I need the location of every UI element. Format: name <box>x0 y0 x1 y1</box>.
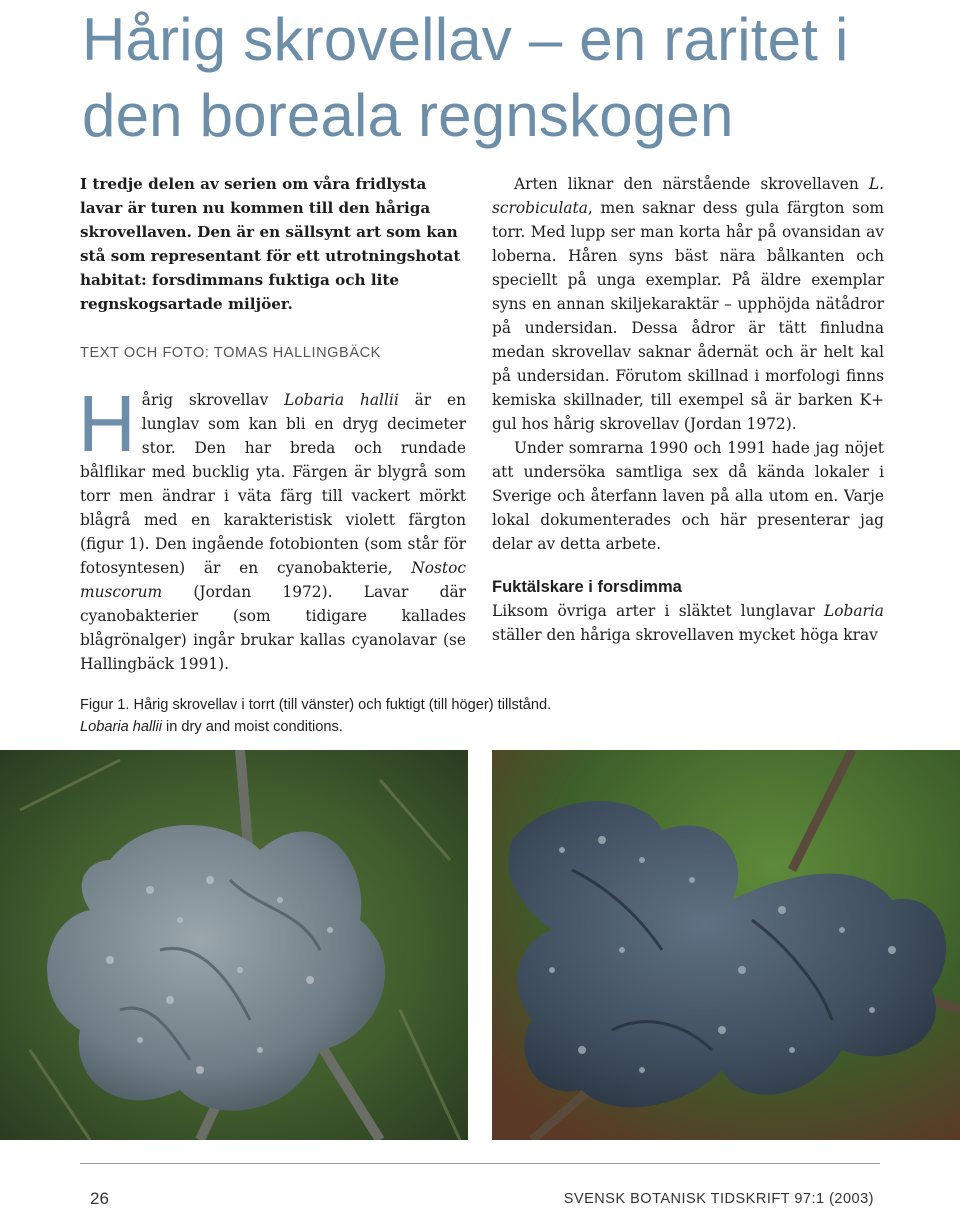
right-column <box>492 172 884 647</box>
byline: TEXT OCH FOTO: TOMAS HALLINGBÄCK <box>80 345 381 361</box>
body-paragraph-4: Liksom övriga arter i släktet lunglavar Lobaria ställer den håriga skrovellaven mycket höga krav <box>492 602 884 644</box>
figure-caption <box>80 694 940 738</box>
photo-lichen-dry <box>0 750 468 1140</box>
title-line-2: den boreala regnskogen <box>82 82 734 149</box>
journal-name: SVENSK BOTANISK TIDSKRIFT 97:1 (2003) <box>563 1191 874 1207</box>
drop-cap: H <box>78 379 136 468</box>
body-paragraph-2: Arten liknar den närstående skrovellaven L. scrobiculata, men saknar dess gula färgton som torr. Med lupp ser man korta hår på ovansidan av loberna. Håren syns bäst nära bålkanten och speciellt på unga exemplar. På äldre exemplar syns en annan skiljekaraktär – upphöjda nätådror på undersidan. Dessa ådror är tätt finludna medan skrovellav saknar ådernät och är helt kal på undersidan. Förutom skillnad i morfologi finns kemiska skillnader, till exempel så är barken K+ gul hos hårig skrovellav (Jordan 1972). <box>492 175 884 433</box>
article-title <box>82 2 942 154</box>
body-paragraph-3: Under somrarna 1990 och 1991 hade jag nöjet att undersöka samtliga sex då kända lokaler i Sverige och återfann laven på alla utom en. Varje lokal dokumenterades och här presenterar jag delar av detta arbete. <box>492 439 884 553</box>
page-number: 26 <box>90 1189 109 1208</box>
lead-paragraph: I tredje delen av serien om våra fridlysta lavar är turen nu kommen till den håriga skrovellaven. Den är en sällsynt art som kan stå som representant för ett utrotningshotat habitat: forsdimmans fuktiga och lite regnskogsartade miljöer. <box>80 175 461 313</box>
species-name: Nostoc muscorum <box>80 559 466 601</box>
section-heading: Fuktälskare i forsdimma <box>492 578 682 596</box>
photo-lichen-moist <box>492 750 960 1140</box>
caption-english: Lobaria hallii in dry and moist conditions. <box>80 719 343 735</box>
species-name: L. scrobiculata <box>492 175 884 217</box>
left-column <box>80 172 466 676</box>
genus-name: Lobaria <box>824 602 884 620</box>
title-line-1: Hårig skrovellav – en raritet i <box>82 6 849 73</box>
body-paragraph-1: Hårig skrovellav Lobaria hallii är en lunglav som kan bli en dryg decimeter stor. Den har breda och rundade bålflikar med bucklig yta. Färgen är blygrå som torr men ändrar i väta färg till vackert mörkt blågrå med en karakteristisk violett färgton (figur 1). Den ingående fotobionten (som står för fotosyntesen) är en cyanobakterie, Nostoc muscorum (Jordan 1972). Lavar där cyanobakterier (som tidigare kallades blågrönalger) ingår brukar kallas cyanolavar (se Hallingbäck 1991). <box>78 379 466 673</box>
species-name: Lobaria hallii <box>284 391 399 409</box>
footer-rule <box>80 1163 880 1164</box>
caption-swedish: Figur 1. Hårig skrovellav i torrt (till vänster) och fuktigt (till höger) tillstånd. <box>80 697 552 713</box>
